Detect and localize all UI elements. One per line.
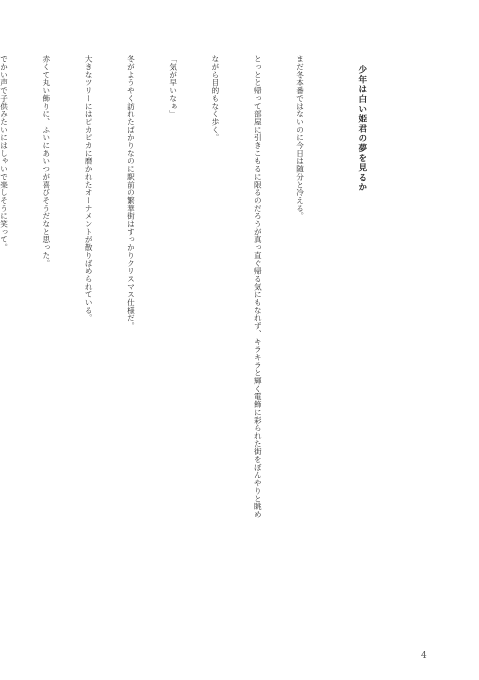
page-number: 4 — [421, 651, 427, 661]
body-text — [0, 55, 397, 615]
paragraph: 大きなツリーにはピカピカに磨かれたオーナメントが散りばめられている。 — [84, 55, 94, 322]
paragraph: ながら目的もなく歩く。 — [210, 55, 220, 142]
chapter-title: 少年は白い姫君の夢を見るか — [356, 65, 367, 193]
dialogue-line: 「気が早いなぁ」 — [168, 55, 178, 118]
paragraph: とっとと帰って部屋に引きこもるに限るのだろうが真っ直ぐ帰る気にもなれず、キラキラと輝く電飾に彩られた街をぼんやりと眺め — [253, 55, 263, 519]
paragraph: まだ冬本番ではないのに今日は随分と冷える。 — [295, 55, 305, 220]
paragraph: でかい声で子供みたいにはしゃいで楽しそうに笑って。 — [0, 55, 9, 252]
paragraph: 冬がようやく訪れたばかりなのに駅前の繁華街はすっかりクリスマス仕様だ。 — [126, 55, 136, 330]
paragraph: 赤くて丸い飾りに、ふいにあいつが喜びそうだなと思った。 — [41, 55, 51, 267]
